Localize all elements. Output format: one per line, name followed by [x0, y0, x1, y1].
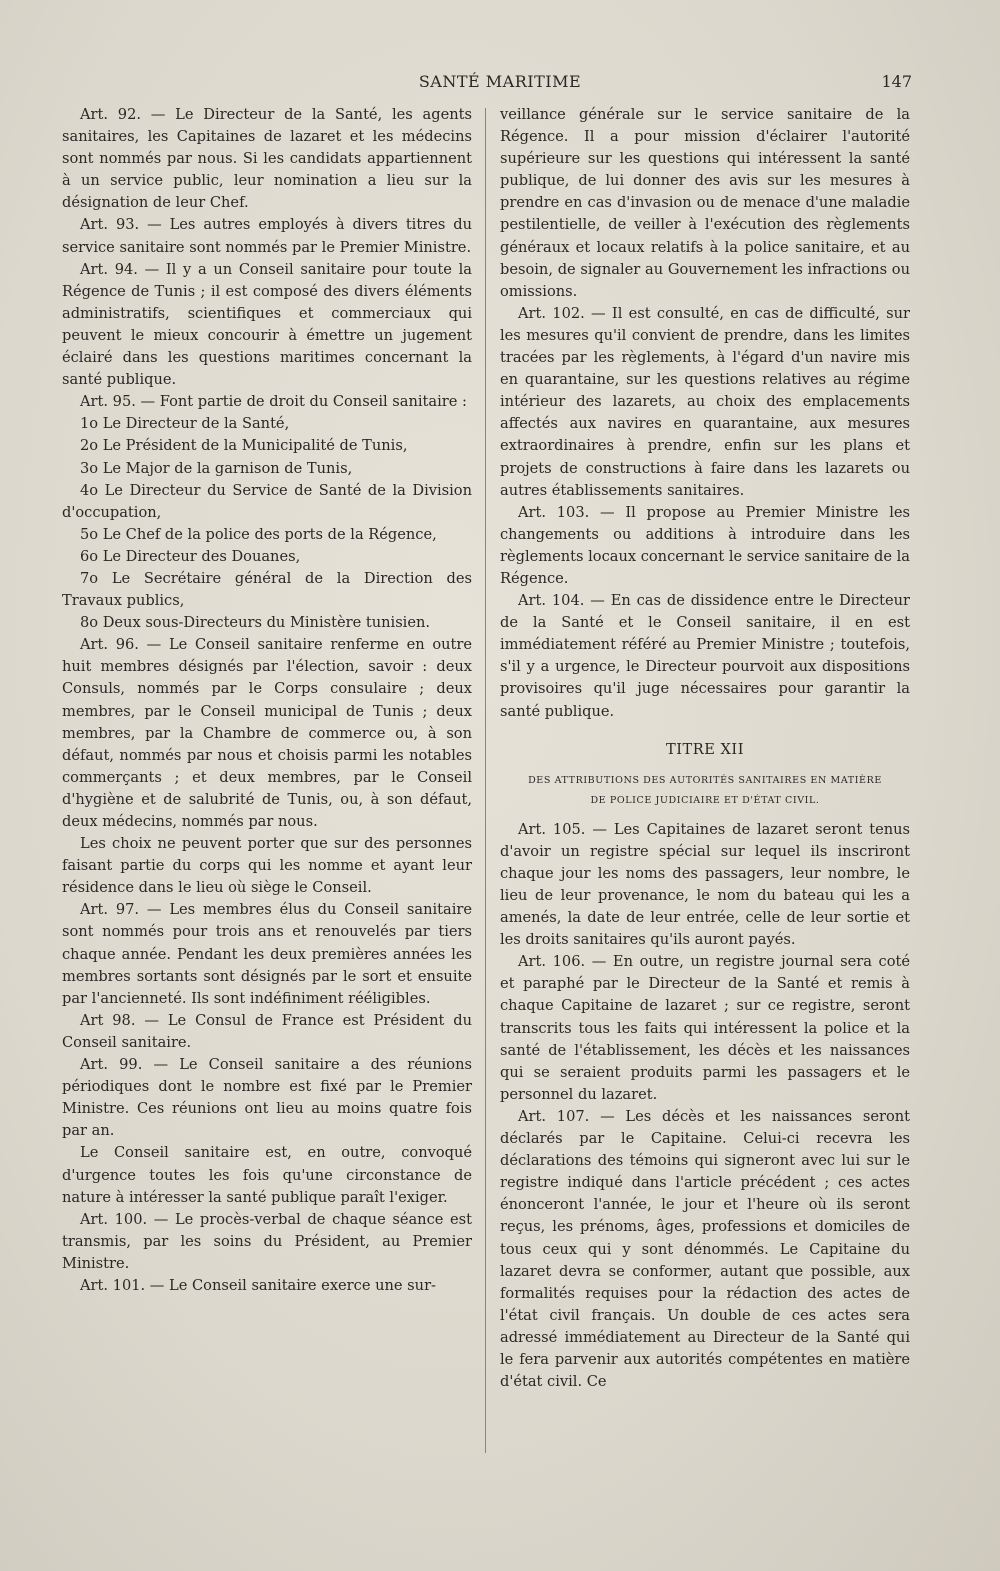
article-106: Art. 106. — En outre, un registre journal sera coté et paraphé par le Directeur de la Santé et remis à chaque Capitaine de lazaret ; sur ce registre, seront transcrits tous les faits qui intéressent la police et la santé de l'établissement, les décès et les naissances qui se seraient produits parmi les passagers et le personnel du lazaret.	[500, 953, 910, 1103]
article-107: Art. 107. — Les décès et les naissances seront déclarés par le Capitaine. Celui-ci recevra les déclarations des témoins qui signeront avec lui sur le registre indiqué dans l'article précédent ; ces actes énonceront l'année, le jour et l'heure où ils seront reçus, les prénoms, âges, professions et domiciles de tous ceux qui y sont dénommés. Le Capitaine du lazaret devra se conformer, autant que possible, aux formalités requises pour la rédaction des actes de l'état civil français. Un double de ces actes sera adressé immédiatement au Directeur de la Santé qui le fera parvenir aux autorités compétentes en matière d'état civil. Ce	[500, 1107, 910, 1391]
article-96: Art. 96. — Le Conseil sanitaire renferme en outre huit membres désignés par l'élection, savoir : deux Consuls, nommés par le Corps consulaire ; deux membres, par le Conseil municipal de Tunis ; deux membres, par la Chambre de commerce ou, à son défaut, nommés par nous et choisis parmi les notables commerçants ; et deux membres, par le Conseil d'hygiène et de salubrité de Tunis, ou, à son défaut, deux médecins, nommés par nous.	[62, 636, 472, 830]
list-item: 6o Le Directeur des Douanes,	[80, 547, 301, 565]
article-104: Art. 104. — En cas de dissidence entre le Directeur de la Santé et le Conseil sanitaire, il en est immédiatement référé au Premier Ministre ; toutefois, s'il y a urgence, le Directeur pourvoit aux dispositions provisoires qu'il juge nécessaires pour garantir la santé publique.	[500, 592, 910, 720]
article-102: Art. 102. — Il est consulté, en cas de difficulté, sur les mesures qu'il convient de prendre, dans les limites tracées par les règlements, à l'égard d'un navire mis en quarantaine, sur les questions relatives au régime intérieur des lazarets, au choix des emplacements affectés aux navires en quarantaine, aux mesures extraordinaires à prendre, enfin sur les plans et projets de constructions à faire dans les lazarets ou autres établissements sanitaires.	[500, 304, 910, 499]
article-92: Art. 92. — Le Directeur de la Santé, les agents sanitaires, les Capitaines de lazaret et les médecins sont nommés par nous. Si les candidats appartiennent à un service public, leur nomination a lieu sur la désignation de leur Chef.	[62, 106, 472, 212]
article-93: Art. 93. — Les autres employés à divers titres du service sanitaire sont nommés par le Premier Ministre.	[62, 216, 472, 256]
article-97: Art. 97. — Les membres élus du Conseil sanitaire sont nommés pour trois ans et renouvelés par tiers chaque année. Pendant les deux premières années les membres sortants sont désignés par le sort et ensuite par l'ancienneté. Ils sont indéfiniment rééligibles.	[62, 901, 472, 1007]
list-item: 1o Le Directeur de la Santé,	[80, 415, 290, 433]
section-subtitle-line: DES ATTRIBUTIONS DES AUTORITÉS SANITAIRES EN MATIÈRE	[528, 774, 882, 786]
left-column	[62, 104, 472, 1297]
list-item: 2o Le Président de la Municipalité de Tunis,	[80, 437, 408, 455]
list-item: 4o Le Directeur du Service de Santé de la Division d'occupation,	[62, 481, 472, 521]
list-item: 7o Le Secrétaire général de la Direction des Travaux publics,	[62, 569, 472, 610]
running-header	[0, 72, 1000, 96]
page-number: 147	[881, 72, 912, 91]
section-subtitle	[500, 771, 910, 811]
running-title: SANTÉ MARITIME	[418, 72, 582, 91]
article-100: Art. 100. — Le procès-verbal de chaque séance est transmis, par les soins du Président, au Premier Ministre.	[62, 1210, 472, 1272]
article-95: Art. 95. — Font partie de droit du Conseil sanitaire :	[80, 393, 467, 411]
right-column	[500, 104, 910, 1393]
list-item: 8o Deux sous-Directeurs du Ministère tunisien.	[80, 614, 431, 632]
article-94: Art. 94. — Il y a un Conseil sanitaire pour toute la Régence de Tunis ; il est composé des divers éléments administratifs, scientifiques et commerciaux qui peuvent le mieux concourir à émettre un jugement éclairé dans les questions maritimes concernant la santé publique.	[62, 260, 472, 389]
list-item: 5o Le Chef de la police des ports de la Régence,	[80, 525, 437, 543]
article-105: Art. 105. — Les Capitaines de lazaret seront tenus d'avoir un registre spécial sur lequel ils inscriront chaque jour les noms des passagers, leur nombre, le lieu de leur provenance, le nom du bateau qui les a amenés, la date de leur entrée, celle de leur sortie et les droits sanitaires qu'ils auront payés.	[500, 820, 910, 949]
paragraph: Les choix ne peuvent porter que sur des personnes faisant partie du corps qui les nomme et ayant leur résidence dans le lieu où siège le Conseil.	[62, 835, 472, 897]
section-subtitle-line: DE POLICE JUDICIAIRE ET D'ÉTAT CIVIL.	[590, 794, 820, 806]
column-divider	[485, 108, 486, 1453]
article-103: Art. 103. — Il propose au Premier Ministre les changements ou additions à introduire dans les règlements locaux concernant le service sanitaire de la Régence.	[500, 503, 911, 587]
paragraph-continued: veillance générale sur le service sanitaire de la Régence. Il a pour mission d'éclairer l'autorité supérieure sur les questions qui intéressent la santé publique, de lui donner des avis sur les mesures à prendre en cas d'invasion ou de menace d'une maladie pestilentielle, de veiller à l'exécution des règlements généraux et locaux relatifs à la police sanitaire, et au besoin, de signaler au Gouvernement les infractions ou omissions.	[500, 106, 910, 300]
article-101: Art. 101. — Le Conseil sanitaire exerce une sur-	[80, 1276, 436, 1294]
article-99: Art. 99. — Le Conseil sanitaire a des réunions périodiques dont le nombre est fixé par le Premier Ministre. Ces réunions ont lieu au moins quatre fois par an.	[62, 1056, 472, 1140]
section-title: TITRE XII	[666, 740, 744, 758]
article-98: Art 98. — Le Consul de France est Président du Conseil sanitaire.	[62, 1011, 472, 1051]
paragraph: Le Conseil sanitaire est, en outre, convoqué d'urgence toutes les fois qu'une circonstance de nature à intéresser la santé publique paraît l'exiger.	[62, 1144, 472, 1206]
list-item: 3o Le Major de la garnison de Tunis,	[80, 459, 353, 477]
